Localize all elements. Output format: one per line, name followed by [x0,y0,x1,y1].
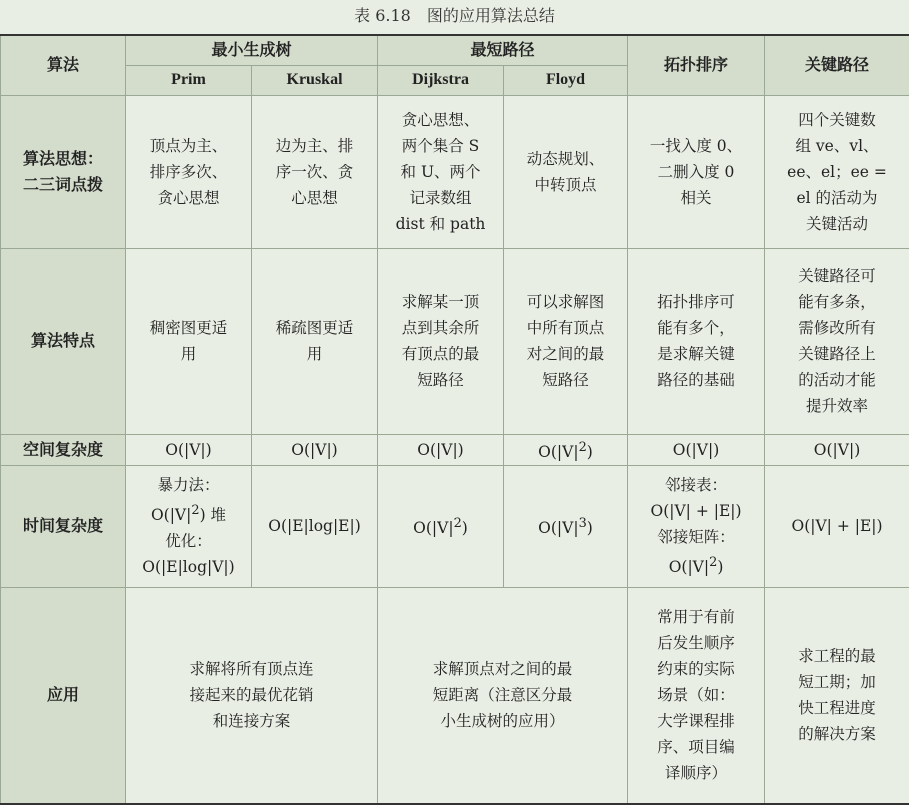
cell-space-floyd [504,434,628,465]
table-row-space [1,434,909,465]
table-row-idea [1,95,909,248]
cell-feature-critical: 关键路径可 能有多条， 需修改所有 关键路径上 的活动才能 提升效率 [765,248,909,434]
cell-feature-kruskal: 稀疏图更适 用 [252,248,378,434]
space-floyd-exp: 2 [579,440,587,455]
cell-application-mst: 求解将所有顶点连 接起来的最优花销 和连接方案 [126,587,378,804]
time-prim-2b: ) 堆 [200,506,226,524]
header-algorithm: 算法 [1,35,126,95]
time-prim-line3: 优化： [134,528,243,554]
row-label-space: 空间复杂度 [1,434,126,465]
cell-feature-dijkstra: 求解某一顶 点到其余所 有顶点的最 短路径 [378,248,504,434]
table-row-time [1,465,909,587]
cell-idea-kruskal: 边为主、排 序一次、贪 心思想 [252,95,378,248]
time-prim-2a: O(|V| [151,506,191,524]
cell-idea-critical: 四个关键数 组 ve、vl、 ee、el；ee = el 的活动为 关键活动 [765,95,909,248]
cell-space-topo: O(|V|) [628,434,765,465]
table-row-feature [1,248,909,434]
cell-space-critical: O(|V|) [765,434,909,465]
space-floyd-end: ) [587,443,593,461]
time-topo-line4 [636,550,756,580]
cell-feature-floyd: 可以求解图 中所有顶点 对之间的最 短路径 [504,248,628,434]
cell-space-prim: O(|V|) [126,434,252,465]
time-topo-4exp: 2 [709,555,717,570]
header-shortest-path: 最短路径 [378,35,628,65]
time-prim-line2 [134,498,243,528]
time-floyd-end: ) [587,519,593,537]
time-prim-line4: O(|E|log|V|) [134,554,243,580]
header-critical-path: 关键路径 [765,35,909,95]
time-topo-line3: 邻接矩阵： [636,524,756,550]
cell-space-kruskal: O(|V|) [252,434,378,465]
header-mst: 最小生成树 [126,35,378,65]
cell-idea-dijkstra: 贪心思想、 两个集合 S 和 U、两个 记录数组 dist 和 path [378,95,504,248]
table-caption: 表 6.18 图的应用算法总结 [0,0,909,32]
time-topo-4a: O(|V| [669,558,709,576]
time-prim-2exp: 2 [191,503,199,518]
row-label-application: 应用 [1,587,126,804]
time-topo-4b: ) [717,558,723,576]
time-dijkstra-end: ) [462,519,468,537]
cell-time-critical: O(|V| + |E|) [765,465,909,587]
header-dijkstra: Dijkstra [378,65,504,95]
time-topo-line2: O(|V| + |E|) [636,498,756,524]
cell-feature-topo: 拓扑排序可 能有多个， 是求解关键 路径的基础 [628,248,765,434]
table-header-row [1,35,909,65]
cell-idea-topo: 一找入度 0、 二删入度 0 相关 [628,95,765,248]
algorithm-summary-table [0,34,909,805]
cell-time-prim [126,465,252,587]
cell-idea-prim: 顶点为主、 排序多次、 贪心思想 [126,95,252,248]
cell-time-topo [628,465,765,587]
time-topo-line1: 邻接表： [636,472,756,498]
cell-application-shortest: 求解顶点对之间的最 短距离（注意区分最 小生成树的应用） [378,587,628,804]
time-floyd-exp: 3 [579,516,587,531]
header-prim: Prim [126,65,252,95]
cell-application-topo: 常用于有前 后发生顺序 约束的实际 场景（如： 大学课程排 序、项目编 译顺序） [628,587,765,804]
time-floyd-base: O(|V| [538,519,578,537]
cell-time-floyd [504,465,628,587]
space-floyd-base: O(|V| [538,443,578,461]
time-dijkstra-base: O(|V| [413,519,453,537]
table-row-application [1,587,909,804]
cell-idea-floyd: 动态规划、 中转顶点 [504,95,628,248]
header-floyd: Floyd [504,65,628,95]
time-prim-line1: 暴力法： [134,472,243,498]
row-label-idea: 算法思想： 二三词点拨 [1,95,126,248]
cell-application-critical: 求工程的最 短工期；加 快工程进度 的解决方案 [765,587,909,804]
cell-time-dijkstra [378,465,504,587]
cell-space-dijkstra: O(|V|) [378,434,504,465]
cell-feature-prim: 稠密图更适 用 [126,248,252,434]
header-topo-sort: 拓扑排序 [628,35,765,95]
row-label-feature: 算法特点 [1,248,126,434]
row-label-time: 时间复杂度 [1,465,126,587]
time-dijkstra-exp: 2 [454,516,462,531]
header-kruskal: Kruskal [252,65,378,95]
cell-time-kruskal: O(|E|log|E|) [252,465,378,587]
